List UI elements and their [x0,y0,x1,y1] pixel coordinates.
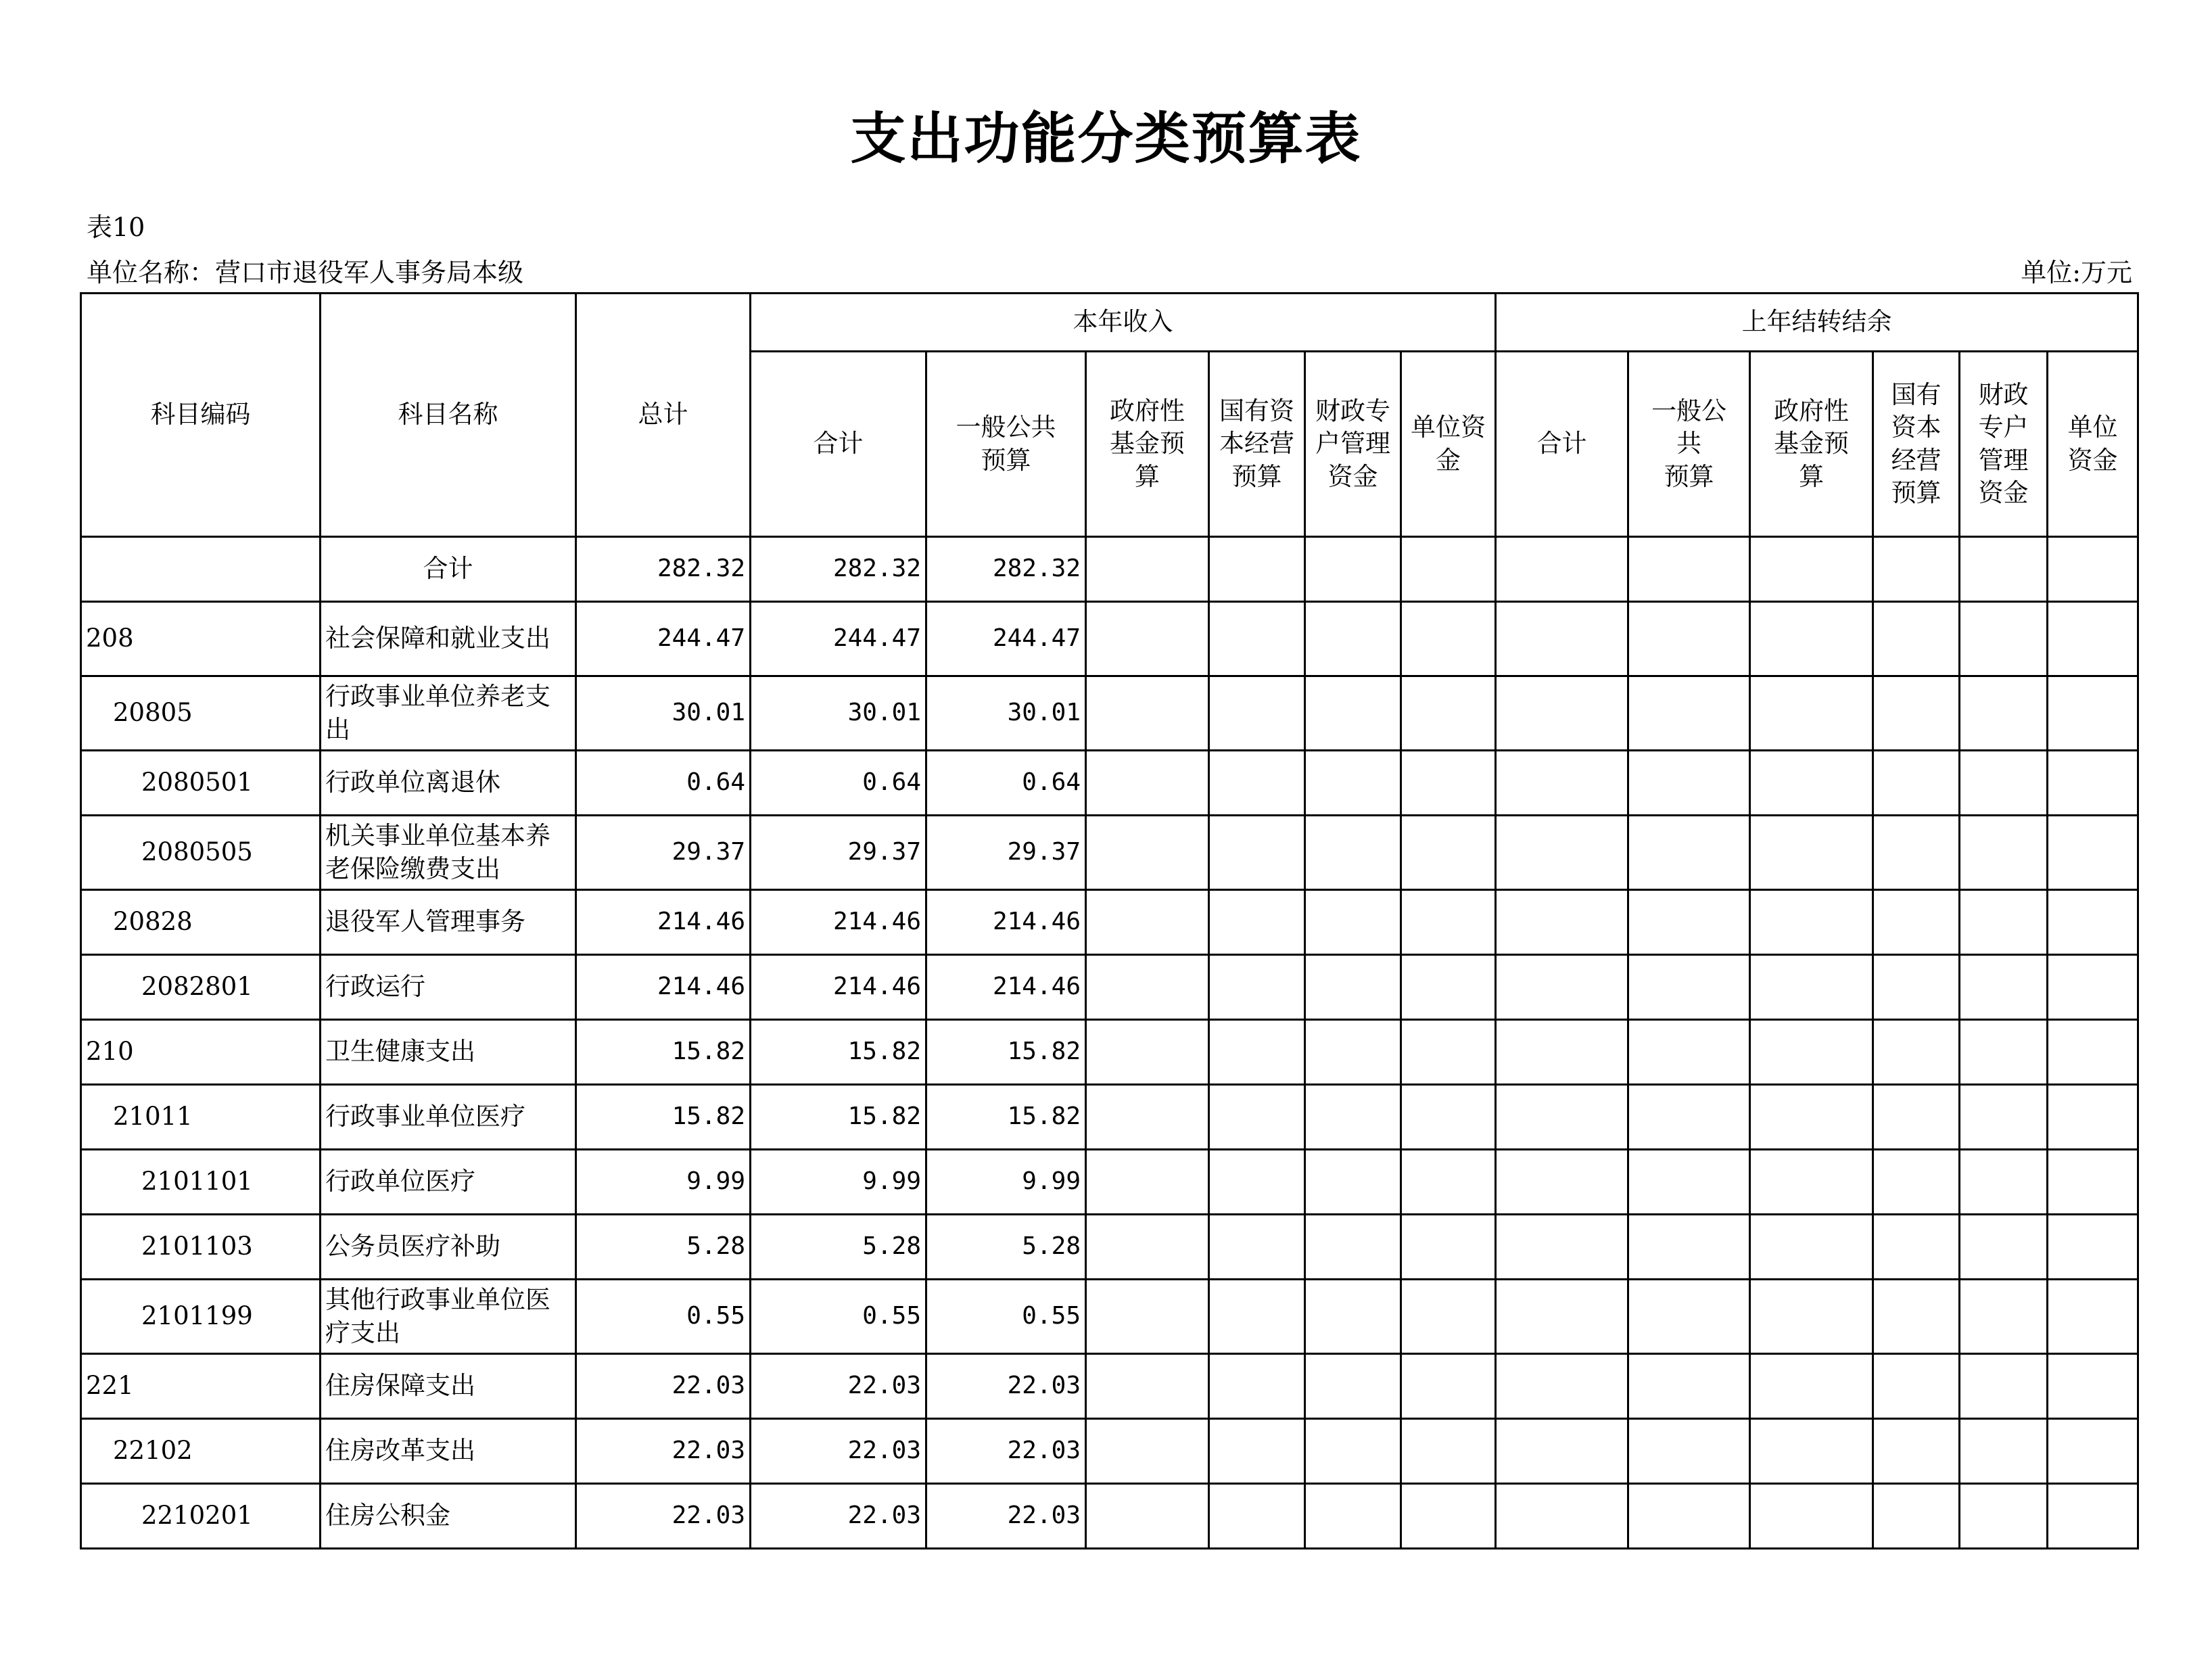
subheader-current-5: 单位资 金 [1401,352,1496,537]
cell-empty [1305,602,1401,676]
cell-empty [2048,602,2138,676]
cell-total: 30.01 [576,676,751,751]
cell-empty [1960,1085,2048,1150]
budget-table [80,292,2139,1549]
cell-empty [1401,1484,1496,1549]
table-row [81,1484,2138,1549]
cell-empty [1305,751,1401,816]
cell-empty [1960,1215,2048,1280]
cell-empty [1401,1150,1496,1215]
cell-name: 行政单位离退休 [321,751,576,816]
table-row [81,1085,2138,1150]
cell-total: 244.47 [576,602,751,676]
cell-sum: 5.28 [751,1215,926,1280]
cell-total: 282.32 [576,537,751,602]
cell-empty [1209,1150,1305,1215]
cell-empty [1628,1085,1750,1150]
cell-sum: 22.03 [751,1419,926,1484]
cell-code: 20805 [81,676,321,751]
cell-empty [1209,1020,1305,1085]
page-title: 支出功能分类预算表 [850,107,1362,171]
currency-unit: 单位:万元 [2021,258,2132,287]
cell-empty [1305,955,1401,1020]
cell-empty [1496,1020,1628,1085]
cell-empty [1628,1150,1750,1215]
cell-general: 30.01 [926,676,1086,751]
cell-empty [1960,816,2048,890]
cell-empty [1750,1020,1873,1085]
cell-empty [1873,1280,1960,1354]
cell-sum: 214.46 [751,955,926,1020]
cell-total: 5.28 [576,1215,751,1280]
cell-general: 214.46 [926,890,1086,955]
cell-empty [1496,1280,1628,1354]
cell-code: 2101101 [81,1150,321,1215]
cell-empty [1960,1150,2048,1215]
cell-total: 15.82 [576,1020,751,1085]
cell-empty [1209,955,1305,1020]
cell-name: 公务员医疗补助 [321,1215,576,1280]
cell-empty [1960,751,2048,816]
cell-empty [1628,537,1750,602]
cell-empty [1960,1280,2048,1354]
cell-empty [1496,676,1628,751]
cell-empty [1873,1150,1960,1215]
cell-name: 行政事业单位医疗 [321,1085,576,1150]
table-row [81,1419,2138,1484]
cell-empty [1496,537,1628,602]
cell-empty [1496,602,1628,676]
cell-empty [1496,816,1628,890]
subheader-current-2: 政府性 基金预 算 [1086,352,1209,537]
cell-sum: 15.82 [751,1020,926,1085]
cell-code: 2101199 [81,1280,321,1354]
cell-empty [1086,816,1209,890]
cell-empty [1209,1354,1305,1419]
cell-empty [1305,1354,1401,1419]
cell-empty [1496,1484,1628,1549]
cell-sum: 22.03 [751,1354,926,1419]
cell-name: 行政单位医疗 [321,1150,576,1215]
cell-total: 15.82 [576,1085,751,1150]
cell-empty [1305,1280,1401,1354]
cell-empty [1086,1215,1209,1280]
table-row [81,602,2138,676]
cell-empty [2048,1085,2138,1150]
cell-name: 住房改革支出 [321,1419,576,1484]
cell-total: 0.55 [576,1280,751,1354]
cell-empty [1628,816,1750,890]
table-row [81,537,2138,602]
table-number: 表10 [87,212,145,242]
cell-general: 214.46 [926,955,1086,1020]
cell-sum: 22.03 [751,1484,926,1549]
cell-empty [1401,602,1496,676]
subheader-current-1: 一般公共 预算 [926,352,1086,537]
cell-empty [1496,1419,1628,1484]
cell-empty [2048,955,2138,1020]
cell-empty [1496,751,1628,816]
cell-sum: 15.82 [751,1085,926,1150]
cell-empty [1960,1354,2048,1419]
cell-general: 15.82 [926,1020,1086,1085]
cell-empty [1873,1215,1960,1280]
cell-empty [1401,816,1496,890]
cell-empty [1305,816,1401,890]
table-row [81,1280,2138,1354]
cell-empty [1750,1484,1873,1549]
cell-empty [1873,1484,1960,1549]
cell-name: 卫生健康支出 [321,1020,576,1085]
cell-empty [1305,1150,1401,1215]
cell-code: 2080505 [81,816,321,890]
subheader-current-0: 合计 [751,352,926,537]
cell-empty [1496,955,1628,1020]
cell-empty [1750,1150,1873,1215]
cell-empty [1628,1419,1750,1484]
cell-general: 22.03 [926,1419,1086,1484]
table-row [81,890,2138,955]
cell-empty [1873,537,1960,602]
cell-general: 29.37 [926,816,1086,890]
cell-empty [1209,890,1305,955]
cell-code: 2210201 [81,1484,321,1549]
cell-empty [2048,1354,2138,1419]
cell-empty [1873,1419,1960,1484]
unit-name: 单位名称：营口市退役军人事务局本级 [87,258,524,287]
cell-empty [1960,602,2048,676]
cell-name: 社会保障和就业支出 [321,602,576,676]
cell-code: 221 [81,1354,321,1419]
cell-empty [1873,1085,1960,1150]
cell-empty [1960,537,2048,602]
cell-empty [1750,1085,1873,1150]
cell-empty [1496,890,1628,955]
subheader-carry-1: 一般公 共 预算 [1628,352,1750,537]
cell-sum: 29.37 [751,816,926,890]
cell-empty [2048,890,2138,955]
cell-general: 244.47 [926,602,1086,676]
table-row [81,1354,2138,1419]
header-current-income: 本年收入 [751,294,1496,352]
cell-empty [2048,751,2138,816]
cell-empty [1496,1215,1628,1280]
cell-empty [1305,1020,1401,1085]
cell-empty [1086,602,1209,676]
cell-sum: 214.46 [751,890,926,955]
cell-empty [2048,1215,2138,1280]
cell-sum: 282.32 [751,537,926,602]
cell-name: 住房公积金 [321,1484,576,1549]
cell-general: 282.32 [926,537,1086,602]
cell-total: 0.64 [576,751,751,816]
cell-code: 22102 [81,1419,321,1484]
cell-empty [1873,751,1960,816]
cell-empty [1960,1484,2048,1549]
cell-general: 22.03 [926,1354,1086,1419]
subheader-current-3: 国有资 本经营 预算 [1209,352,1305,537]
table-row [81,816,2138,890]
cell-general: 0.64 [926,751,1086,816]
subheader-carry-4: 财政 专户 管理 资金 [1960,352,2048,537]
cell-empty [1628,602,1750,676]
cell-general: 9.99 [926,1150,1086,1215]
cell-empty [1305,1215,1401,1280]
cell-empty [1209,602,1305,676]
cell-empty [1750,676,1873,751]
cell-code: 2082801 [81,955,321,1020]
cell-empty [2048,816,2138,890]
cell-code: 2101103 [81,1215,321,1280]
cell-total: 29.37 [576,816,751,890]
subheader-carry-3: 国有 资本 经营 预算 [1873,352,1960,537]
cell-empty [1628,1354,1750,1419]
cell-empty [1086,1150,1209,1215]
cell-empty [1086,1020,1209,1085]
cell-empty [1209,1085,1305,1150]
cell-empty [1873,1354,1960,1419]
cell-empty [1401,955,1496,1020]
cell-name: 合计 [321,537,576,602]
cell-name: 住房保障支出 [321,1354,576,1419]
cell-code: 20828 [81,890,321,955]
cell-empty [1305,1484,1401,1549]
cell-empty [1401,1215,1496,1280]
cell-empty [1496,1085,1628,1150]
cell-empty [2048,1484,2138,1549]
cell-empty [1086,1484,1209,1549]
cell-empty [1086,537,1209,602]
cell-empty [1401,1085,1496,1150]
cell-empty [1086,751,1209,816]
cell-code: 2080501 [81,751,321,816]
cell-empty [1401,1020,1496,1085]
cell-empty [1209,1215,1305,1280]
cell-empty [1873,816,1960,890]
cell-empty [1496,1150,1628,1215]
cell-empty [1750,537,1873,602]
cell-empty [1209,537,1305,602]
cell-empty [2048,1419,2138,1484]
cell-name: 退役军人管理事务 [321,890,576,955]
cell-empty [1960,1419,2048,1484]
cell-general: 0.55 [926,1280,1086,1354]
cell-sum: 0.55 [751,1280,926,1354]
cell-empty [1960,890,2048,955]
cell-empty [1628,955,1750,1020]
cell-empty [1873,1020,1960,1085]
cell-empty [2048,1020,2138,1085]
cell-empty [1209,676,1305,751]
cell-code: 210 [81,1020,321,1085]
cell-total: 214.46 [576,955,751,1020]
cell-total: 214.46 [576,890,751,955]
cell-empty [1209,1484,1305,1549]
cell-empty [1305,890,1401,955]
cell-empty [1401,751,1496,816]
cell-empty [1750,890,1873,955]
table-row [81,1150,2138,1215]
cell-empty [1086,1280,1209,1354]
cell-empty [1086,676,1209,751]
cell-empty [1209,816,1305,890]
cell-general: 22.03 [926,1484,1086,1549]
header-carryover: 上年结转结余 [1496,294,2138,352]
cell-code: 21011 [81,1085,321,1150]
cell-empty [1401,676,1496,751]
cell-code: 208 [81,602,321,676]
cell-empty [1401,537,1496,602]
cell-empty [1873,602,1960,676]
cell-general: 15.82 [926,1085,1086,1150]
cell-sum: 30.01 [751,676,926,751]
cell-empty [1960,1020,2048,1085]
cell-sum: 9.99 [751,1150,926,1215]
cell-empty [1628,1215,1750,1280]
cell-general: 5.28 [926,1215,1086,1280]
cell-sum: 0.64 [751,751,926,816]
cell-empty [1873,676,1960,751]
cell-empty [1960,955,2048,1020]
subheader-current-4: 财政专 户管理 资金 [1305,352,1401,537]
cell-name: 行政事业单位养老支出 [321,676,576,751]
cell-empty [1305,1419,1401,1484]
header-total: 总计 [576,294,751,537]
cell-empty [2048,537,2138,602]
cell-empty [1209,1419,1305,1484]
cell-empty [1209,751,1305,816]
subheader-carry-2: 政府性 基金预 算 [1750,352,1873,537]
cell-empty [1750,955,1873,1020]
cell-empty [1628,1020,1750,1085]
cell-empty [1750,602,1873,676]
cell-empty [1628,1484,1750,1549]
cell-empty [2048,676,2138,751]
cell-empty [2048,1150,2138,1215]
cell-empty [1496,1354,1628,1419]
cell-total: 9.99 [576,1150,751,1215]
cell-empty [1305,1085,1401,1150]
cell-empty [1628,1280,1750,1354]
cell-empty [1401,890,1496,955]
cell-empty [1305,676,1401,751]
header-code: 科目编码 [81,294,321,537]
cell-empty [1086,1085,1209,1150]
cell-empty [1750,816,1873,890]
cell-code [81,537,321,602]
table-row [81,955,2138,1020]
cell-empty [1628,676,1750,751]
cell-empty [1086,955,1209,1020]
cell-total: 22.03 [576,1419,751,1484]
cell-empty [1873,890,1960,955]
cell-empty [1750,1280,1873,1354]
cell-empty [1305,537,1401,602]
cell-empty [1401,1419,1496,1484]
cell-empty [1873,955,1960,1020]
cell-empty [1628,751,1750,816]
header-name: 科目名称 [321,294,576,537]
cell-empty [1750,1215,1873,1280]
cell-empty [1086,890,1209,955]
cell-empty [1401,1280,1496,1354]
table-row [81,1215,2138,1280]
cell-empty [2048,1280,2138,1354]
cell-empty [1750,1419,1873,1484]
table-row [81,751,2138,816]
cell-empty [1628,890,1750,955]
cell-empty [1750,1354,1873,1419]
subheader-carry-0: 合计 [1496,352,1628,537]
subheader-carry-5: 单位 资金 [2048,352,2138,537]
cell-empty [1960,676,2048,751]
cell-empty [1209,1280,1305,1354]
cell-empty [1750,751,1873,816]
table-row [81,1020,2138,1085]
cell-empty [1086,1419,1209,1484]
table-row [81,676,2138,751]
cell-empty [1086,1354,1209,1419]
cell-sum: 244.47 [751,602,926,676]
cell-name: 机关事业单位基本养老保险缴费支出 [321,816,576,890]
cell-empty [1401,1354,1496,1419]
cell-total: 22.03 [576,1484,751,1549]
cell-name: 其他行政事业单位医疗支出 [321,1280,576,1354]
cell-total: 22.03 [576,1354,751,1419]
cell-name: 行政运行 [321,955,576,1020]
